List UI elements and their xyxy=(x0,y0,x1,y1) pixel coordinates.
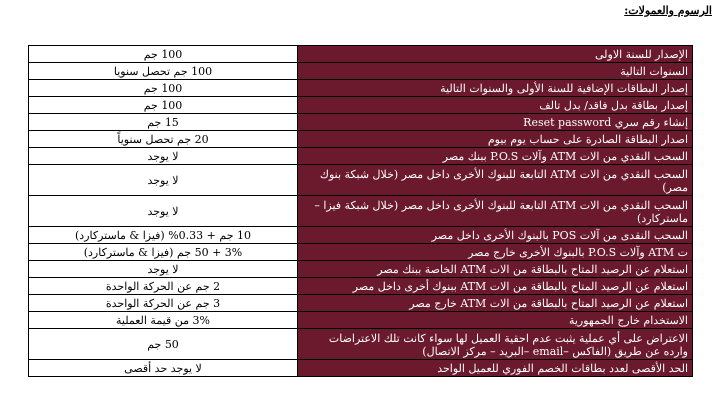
fee-value-cell: 50 جم xyxy=(29,329,298,360)
table-row xyxy=(29,63,693,80)
fee-description-cell: السحب النقدى من آلات POS بالبنوك الأخرى داخل مصر xyxy=(298,227,693,244)
table-row xyxy=(29,97,693,114)
fee-description-cell: إصدار البطاقات الإضافية للسنة الأولى والسنوات التالية xyxy=(298,80,693,97)
table-row xyxy=(29,148,693,165)
table-row xyxy=(29,131,693,148)
table-row xyxy=(29,227,693,244)
table-row xyxy=(29,360,693,377)
fee-value-cell: لا يوجد xyxy=(29,261,298,278)
table-row xyxy=(29,80,693,97)
table-row xyxy=(29,261,693,278)
fee-description-cell: استعلام عن الرصيد المتاح بالبطاقة من الات ATM خارج مصر xyxy=(298,295,693,312)
fee-description-cell: السحب النقدي من الات ATM التابعة للبنوك الأخرى داخل مصر (خلال شبكة فيزا – ماستركارد) xyxy=(298,196,693,227)
table-row xyxy=(29,295,693,312)
fee-description-cell: الإصدار للسنة الاولى xyxy=(298,46,693,63)
fee-value-cell: 15 جم xyxy=(29,114,298,131)
fee-value-cell: 3 جم عن الحركة الواحدة xyxy=(29,295,298,312)
table-row xyxy=(29,114,693,131)
table-row xyxy=(29,196,693,227)
table-row xyxy=(29,46,693,63)
fee-value-cell: 10 جم + 0.33% (فيزا & ماستركارد) xyxy=(29,227,298,244)
fee-description-cell: اصدار البطاقة الصادرة على حساب يوم بيوم xyxy=(298,131,693,148)
fee-value-cell: لا يوجد xyxy=(29,196,298,227)
fee-value-cell: لا يوجد xyxy=(29,148,298,165)
fee-description-cell: الحد الأقصى لعدد بطاقات الخصم الفوري للعميل الواحد xyxy=(298,360,693,377)
table-row xyxy=(29,329,693,360)
fee-value-cell: 100 جم xyxy=(29,80,298,97)
fee-description-cell: السحب النقدي من الات ATM وآلات P.O.S ببنك مصر xyxy=(298,148,693,165)
table-row xyxy=(29,244,693,261)
fee-description-cell: ت ATM وآلات P.O.S بالبنوك الأخرى خارج مصر xyxy=(298,244,693,261)
fee-value-cell: لا يوجد xyxy=(29,165,298,196)
fee-value-cell: 100 جم xyxy=(29,46,298,63)
table-row xyxy=(29,312,693,329)
fee-description-cell: السنوات التالية xyxy=(298,63,693,80)
fees-table xyxy=(28,45,693,377)
fee-value-cell: 100 جم xyxy=(29,97,298,114)
fee-description-cell: إنشاء رقم سري Reset password xyxy=(298,114,693,131)
fee-description-cell: الاعتراض على أي عملية يثبت عدم احقية العميل لها سواء كانت تلك الاعتراضات وارده عن طريق (الفاكس –email –البريد – مركز الاتصال) xyxy=(298,329,693,360)
fee-value-cell: 3% من قيمة العملية xyxy=(29,312,298,329)
fee-description-cell: استعلام عن الرصيد المتاح بالبطاقة من الات ATM الخاصة ببنك مصر xyxy=(298,261,693,278)
table-row xyxy=(29,278,693,295)
fee-description-cell: الاستخدام خارج الجمهورية xyxy=(298,312,693,329)
fee-value-cell: 3% + 50 جم (فيزا & ماستركارد) xyxy=(29,244,298,261)
fee-value-cell: 2 جم عن الحركة الواحدة xyxy=(29,278,298,295)
fee-description-cell: إصدار بطاقة بدل فاقد/ بدل تالف xyxy=(298,97,693,114)
fee-value-cell: لا يوجد حد أقصى xyxy=(29,360,298,377)
table-row xyxy=(29,165,693,196)
fee-description-cell: استعلام عن الرصيد المتاح بالبطاقة من الات ATM ببنوك أخرى داخل مصر xyxy=(298,278,693,295)
fee-description-cell: السحب النقدي من الات ATM التابعة للبنوك الأخرى داخل مصر (خلال شبكة بنوك مصر) xyxy=(298,165,693,196)
section-heading: الرسوم والعمولات: xyxy=(624,4,712,17)
fees-table-body xyxy=(29,46,693,377)
fee-value-cell: 20 جم تحصل سنوياً xyxy=(29,131,298,148)
fee-value-cell: 100 جم تحصل سنويا xyxy=(29,63,298,80)
